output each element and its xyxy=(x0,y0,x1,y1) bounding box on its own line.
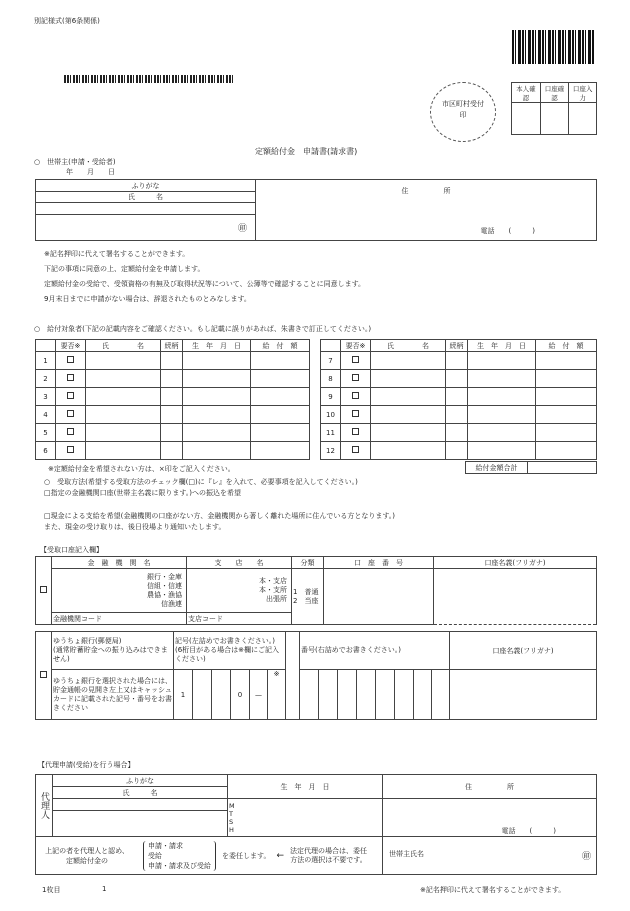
row-number: 8 xyxy=(321,370,341,388)
householder-label: 世帯主氏名 xyxy=(389,850,424,858)
proxy-address-label: 住 所 xyxy=(383,775,597,799)
confirm-account-cell[interactable] xyxy=(540,103,569,135)
seal-icon: ㊞ xyxy=(237,224,247,234)
reception-stamp-area xyxy=(430,82,496,142)
table-row[interactable] xyxy=(86,352,161,370)
number-digit[interactable] xyxy=(395,670,414,720)
symbol-digit: 1 xyxy=(174,670,193,720)
table-row[interactable] xyxy=(86,424,161,442)
confirm-input-cell[interactable] xyxy=(569,103,597,135)
name-input[interactable] xyxy=(36,215,256,241)
arrow-icon: ← xyxy=(276,850,284,861)
header-name: 氏 名 xyxy=(371,340,446,352)
bank-name-header: 金 融 機 関 名 xyxy=(52,557,187,569)
symbol-digit: 0 xyxy=(231,670,250,720)
proxy-birth-label: 生 年 月 日 xyxy=(228,775,383,799)
number-digit[interactable] xyxy=(319,670,338,720)
need-checkbox[interactable] xyxy=(67,356,74,363)
total-input[interactable] xyxy=(528,462,597,474)
sheet-label: 1枚目 xyxy=(42,886,61,894)
branch-header: 支 店 名 xyxy=(187,557,292,569)
legal-note: 法定代理の場合は、委任 方法の選択は不要です。 xyxy=(290,846,367,864)
table-row[interactable] xyxy=(371,442,446,460)
header-need: 要否※ xyxy=(341,340,371,352)
table-row[interactable] xyxy=(371,370,446,388)
row-number: 11 xyxy=(321,424,341,442)
applicant-table xyxy=(35,179,597,241)
stamp-seal-text: 印 xyxy=(459,111,467,119)
note-consent: 定額給付金の受給で、受領資格の有無及び取得状況等について、公簿等で確認することに同意します。 xyxy=(44,280,366,288)
bank-transfer-option[interactable]: □指定の金融機関口座(世帯主名義に限ります。)への振込を希望 xyxy=(44,489,242,497)
yucho-instruction: ゆうちょ銀行を選択された場合には、貯金通帳の見開き左上又はキャッシュカードに記載された記号・番号をお書きください xyxy=(52,670,174,720)
need-checkbox[interactable] xyxy=(352,428,359,435)
table-row[interactable] xyxy=(86,406,161,424)
holder-header: 口座名義(フリガナ) xyxy=(434,557,597,569)
account-number-input[interactable] xyxy=(324,569,434,625)
confirm-identity-cell[interactable] xyxy=(512,103,541,135)
symbol-digit[interactable] xyxy=(193,670,212,720)
row-number: 10 xyxy=(321,406,341,424)
branch-code[interactable]: 支店コード xyxy=(187,613,292,625)
delegation-cell xyxy=(36,837,383,875)
customer-barcode xyxy=(64,75,234,83)
row-number: 6 xyxy=(36,442,56,460)
need-checkbox[interactable] xyxy=(67,428,74,435)
proxy-name-label: 氏 名 xyxy=(53,787,228,799)
table-row[interactable] xyxy=(371,388,446,406)
recipients-table-right xyxy=(320,339,597,460)
row-number: 12 xyxy=(321,442,341,460)
holder-input[interactable] xyxy=(434,569,597,625)
row-number: 5 xyxy=(36,424,56,442)
table-row[interactable] xyxy=(371,406,446,424)
bank-code[interactable]: 金融機関コード xyxy=(52,613,187,625)
delegation-options[interactable]: 申請・請求 受給 申請・請求及び受給 xyxy=(143,841,216,871)
confirm-account: 口座確認 xyxy=(540,83,569,103)
classification[interactable]: 1 普通 2 当座 xyxy=(292,569,324,625)
table-row[interactable] xyxy=(86,388,161,406)
header-relation: 続柄 xyxy=(161,340,183,352)
name-label: 氏 名 xyxy=(36,192,256,203)
number-label: 番号(右詰めでお書きください。) xyxy=(300,632,450,670)
header-relation: 続柄 xyxy=(446,340,468,352)
yucho-holder-input[interactable] xyxy=(450,670,597,720)
table-row[interactable] xyxy=(371,352,446,370)
need-checkbox[interactable] xyxy=(352,374,359,381)
barcode xyxy=(512,30,595,64)
bank-name-input[interactable]: 銀行・金庫 信組・信連 農協・漁協 信漁連 xyxy=(52,569,187,613)
delegation-text: 上記の者を代理人と認め、 定額給付金の xyxy=(45,846,129,865)
bank-table xyxy=(35,556,597,625)
header-birth: 生 年 月 日 xyxy=(183,340,251,352)
number-digit[interactable] xyxy=(338,670,357,720)
row-number: 9 xyxy=(321,388,341,406)
form-label: 別記様式(第6条関係) xyxy=(34,17,100,25)
total-label: 給付金額合計 xyxy=(466,462,528,474)
row-number: 4 xyxy=(36,406,56,424)
seal-icon: ㊞ xyxy=(581,852,591,862)
proxy-table xyxy=(35,774,597,875)
class-header: 分類 xyxy=(292,557,324,569)
page-number: 1 xyxy=(102,885,107,893)
confirm-table xyxy=(511,82,597,135)
symbol-dash: — xyxy=(250,670,268,720)
total-table xyxy=(465,461,597,474)
page-title: 定額給付金 申請書(請求書) xyxy=(255,147,358,156)
number-digit[interactable] xyxy=(300,670,319,720)
need-checkbox[interactable] xyxy=(67,410,74,417)
header-birth: 生 年 月 日 xyxy=(468,340,536,352)
need-checkbox[interactable] xyxy=(352,392,359,399)
symbol-extra[interactable]: ※ xyxy=(268,670,286,720)
number-digit[interactable] xyxy=(376,670,395,720)
account-number-header: 口 座 番 号 xyxy=(324,557,434,569)
row-number: 2 xyxy=(36,370,56,388)
need-checkbox[interactable] xyxy=(67,392,74,399)
header-amount: 給 付 額 xyxy=(251,340,310,352)
confirm-identity: 本人確認 xyxy=(512,83,541,103)
applicant-section-title: ○ 世帯主(申請・受給者) xyxy=(34,158,116,166)
table-row[interactable] xyxy=(371,424,446,442)
address-label: 住 所 xyxy=(401,187,451,195)
yucho-table xyxy=(35,631,597,720)
branch-input[interactable]: 本・支店 本・支所 出張所 xyxy=(187,569,292,613)
footer-note: ※記名押印に代えて署名することができます。 xyxy=(420,886,566,894)
proxy-furigana-label: ふりがな xyxy=(53,775,228,787)
receipt-method-title: ○ 受取方法(希望する受取方法のチェック欄(□)に『レ』を入れて、必要事項を記入してください。) xyxy=(44,478,358,486)
need-checkbox[interactable] xyxy=(67,374,74,381)
recipients-footnote: ※定額給付金を希望されない方は、×印をご記入ください。 xyxy=(48,465,235,473)
note-agree: 下記の事項に同意の上、定額給付金を申請します。 xyxy=(44,265,205,273)
symbol-label: 記号(左詰めでお書きください。) (6桁目がある場合は※欄にご記入ください) xyxy=(174,632,286,670)
number-digit[interactable] xyxy=(432,670,450,720)
recipients-table-left xyxy=(35,339,310,460)
proxy-furigana-input[interactable] xyxy=(53,799,228,811)
bank-checkbox[interactable] xyxy=(40,586,47,593)
header-amount: 給 付 額 xyxy=(536,340,597,352)
symbol-digit[interactable] xyxy=(212,670,231,720)
yucho-checkbox[interactable] xyxy=(40,671,47,678)
bank-section-title: 【受取口座記入欄】 xyxy=(40,546,103,554)
proxy-phone[interactable]: 電話 ( ) xyxy=(383,799,597,837)
cash-note: また、現金の受け取りは、後日役場より通知いたします。 xyxy=(44,523,226,531)
row-number: 7 xyxy=(321,352,341,370)
furigana-input[interactable] xyxy=(36,203,256,215)
delegate-text: を委任します。 xyxy=(222,851,271,860)
need-checkbox[interactable] xyxy=(67,446,74,453)
stamp-text: 市区町村受付 xyxy=(442,100,484,108)
application-date: 年 月 日 xyxy=(66,168,115,176)
header-name: 氏 名 xyxy=(86,340,161,352)
need-checkbox[interactable] xyxy=(352,356,359,363)
row-number: 1 xyxy=(36,352,56,370)
table-row[interactable] xyxy=(86,442,161,460)
number-digit[interactable] xyxy=(357,670,376,720)
header-need: 要否※ xyxy=(56,340,86,352)
proxy-section-title: 【代理申請(受給)を行う場合】 xyxy=(38,761,135,769)
recipients-section-title: ○ 給付対象者(下記の記載内容をご確認ください。もし記載に誤りがあれば、朱書きで訂正してください。) xyxy=(34,325,372,333)
number-digit[interactable] xyxy=(414,670,432,720)
need-checkbox[interactable] xyxy=(352,446,359,453)
need-checkbox[interactable] xyxy=(352,410,359,417)
note-deadline: 9月末日までに申請がない場合は、辞退されたものとみなします。 xyxy=(44,295,251,303)
phone-label: 電話 ( ) xyxy=(480,227,535,235)
yucho-holder-label: 口座名義(フリガナ) xyxy=(450,632,597,670)
note-signature: ※記名押印に代えて署名することができます。 xyxy=(44,250,190,258)
proxy-birth-input[interactable]: M T S H xyxy=(228,799,383,837)
address-cell[interactable] xyxy=(256,180,597,241)
table-row[interactable] xyxy=(86,370,161,388)
proxy-side-label: 代理人 xyxy=(36,775,53,837)
confirm-input: 口座入力 xyxy=(569,83,597,103)
proxy-name-input[interactable] xyxy=(53,811,228,837)
householder-cell[interactable] xyxy=(383,837,597,875)
row-number: 3 xyxy=(36,388,56,406)
yucho-desc: ゆうちょ銀行(郵便局) (通常貯蓄貯金への振り込みはできません) xyxy=(52,632,174,670)
furigana-label: ふりがな xyxy=(36,180,256,192)
cash-option[interactable]: □現金による支給を希望(金融機関の口座がない方、金融機関から著しく離れた場所に住んでいる方となります。) xyxy=(44,512,396,520)
